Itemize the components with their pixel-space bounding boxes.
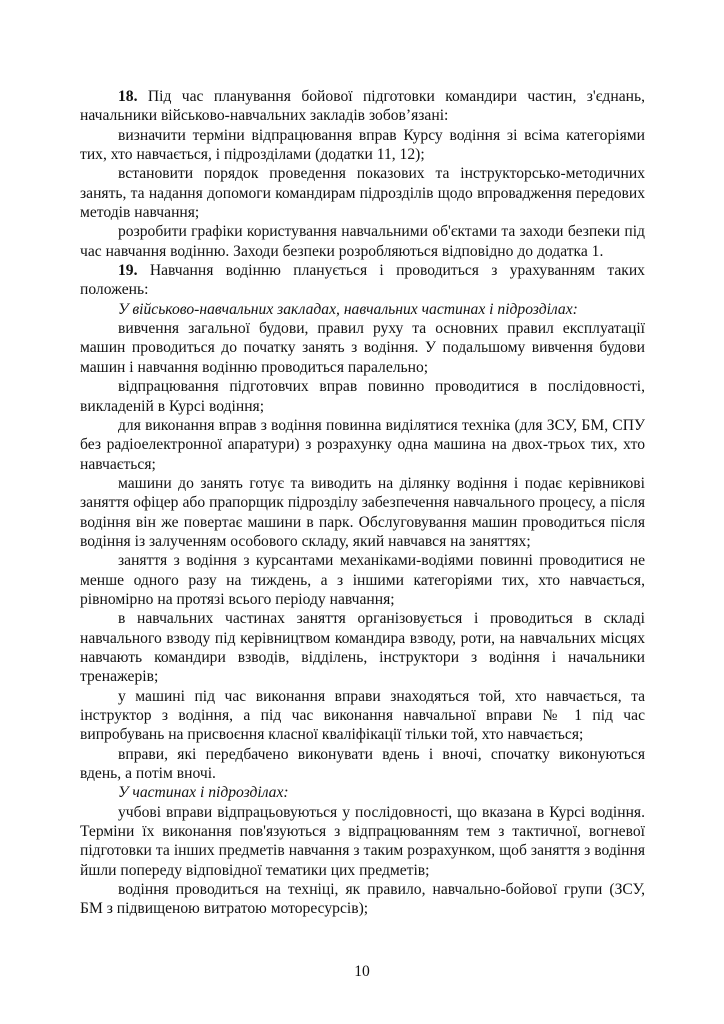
paragraph — [80, 416, 645, 474]
paragraph-text: розробити графіки користування навчальними об'єктами та заходи безпеки під час навчання водінню. Заходи безпеки розробляються відповідно до додатка 1. — [80, 223, 645, 260]
paragraph-text: для виконання вправ з водіння повинна виділятися техніка (для ЗСУ, БМ, СПУ без радіоелектронної апаратури) з розрахунку одна машина на двох-трьох тих, хто навчається; — [80, 416, 645, 473]
document-body — [80, 87, 645, 919]
paragraph-text: відпрацювання підготовчих вправ повинно проводитися в послідовності, викладеній в Курсі водіння; — [80, 378, 645, 415]
paragraph — [80, 164, 645, 222]
subheading-text: У військово-навчальних закладах, навчальних частинах і підрозділах: — [118, 300, 578, 318]
paragraph — [80, 745, 645, 784]
paragraph-text: заняття з водіння з курсантами механіками-водіями повинні проводитися не менше одного разу на тиждень, а з іншими категоріями тих, хто навчається, рівномірно на протязі всього періоду навчання; — [80, 552, 645, 608]
paragraph — [80, 319, 645, 377]
paragraph-text: визначити терміни відпрацювання вправ Курсу водіння зі всіма категоріями тих, хто навчається, і підрозділами (додатки 11, 12); — [80, 126, 645, 164]
paragraph-text: у машині під час виконання вправи знаходяться той, хто навчається, та інструктор з водіння, а під час виконання навчальної вправи № 1 під час випробувань на присвоєння класної кваліфікації тільки той, хто навчається; — [80, 687, 645, 744]
paragraph — [80, 126, 645, 165]
subheading-text: У частинах і підрозділах: — [118, 784, 289, 802]
paragraph — [80, 687, 645, 745]
paragraph-text: Під час планування бойової підготовки командири частин, з'єднань, начальники військово-навчальних закладів зобов’язані: — [80, 88, 645, 125]
paragraph-text: в навчальних частинах заняття організовується і проводиться в складі навчального взводу під керівництвом командира взводу, роти, на навчальних місцях навчають командири взводів, відділень, інструктори з водіння і начальники тренажерів; — [80, 610, 645, 686]
paragraph — [80, 803, 645, 880]
paragraph — [80, 551, 645, 609]
paragraph-text: водіння проводиться на техніці, як правило, навчально-бойової групи (ЗСУ, БМ з підвищеною витратою моторесурсів); — [80, 881, 645, 918]
paragraph-text: Навчання водінню планується і проводиться з урахуванням таких положень: — [80, 262, 645, 299]
page-number: 10 — [354, 963, 370, 980]
paragraph-text: встановити порядок проведення показових та інструкторсько-методичних занять, та надання допомоги командирам підрозділів щодо впровадження передових методів навчання; — [80, 165, 645, 222]
paragraph-19 — [80, 261, 645, 300]
section-subheading — [80, 783, 645, 802]
paragraph-text: машини до занять готує та виводить на ділянку водіння і подає керівникові заняття офіцер або прапорщик підрозділу забезпечення навчального процесу, а після водіння він же повертає машини в парк. Обслуговування машин проводиться після водіння із залученням особового складу, який навчався на заняттях; — [80, 474, 645, 550]
section-subheading — [80, 300, 645, 319]
paragraph-18 — [80, 87, 645, 126]
paragraph — [80, 222, 645, 261]
paragraph — [80, 377, 645, 416]
paragraph-number: 19. — [118, 262, 138, 280]
paragraph — [80, 474, 645, 551]
paragraph — [80, 609, 645, 686]
paragraph-number: 18. — [118, 88, 138, 105]
paragraph-text: вправи, які передбачено виконувати вдень і вночі, спочатку виконуються вдень, а потім вночі. — [80, 745, 645, 783]
paragraph-text: учбові вправи відпрацьовуються у послідовності, що вказана в Курсі водіння. Терміни їх виконання пов'язуються з відпрацюванням тем з тактичної, вогневої підготовки та інших предметів навчання з таким розрахунком, щоб заняття з водіння йшли попереду відповідної тематики цих предметів; — [80, 803, 645, 879]
paragraph-text: вивчення загальної будови, правил руху та основних правил експлуатації машин проводиться до початку занять з водіння. У подальшому вивчення будови машин і навчання водінню проводиться паралельно; — [80, 320, 645, 376]
paragraph — [80, 880, 645, 919]
